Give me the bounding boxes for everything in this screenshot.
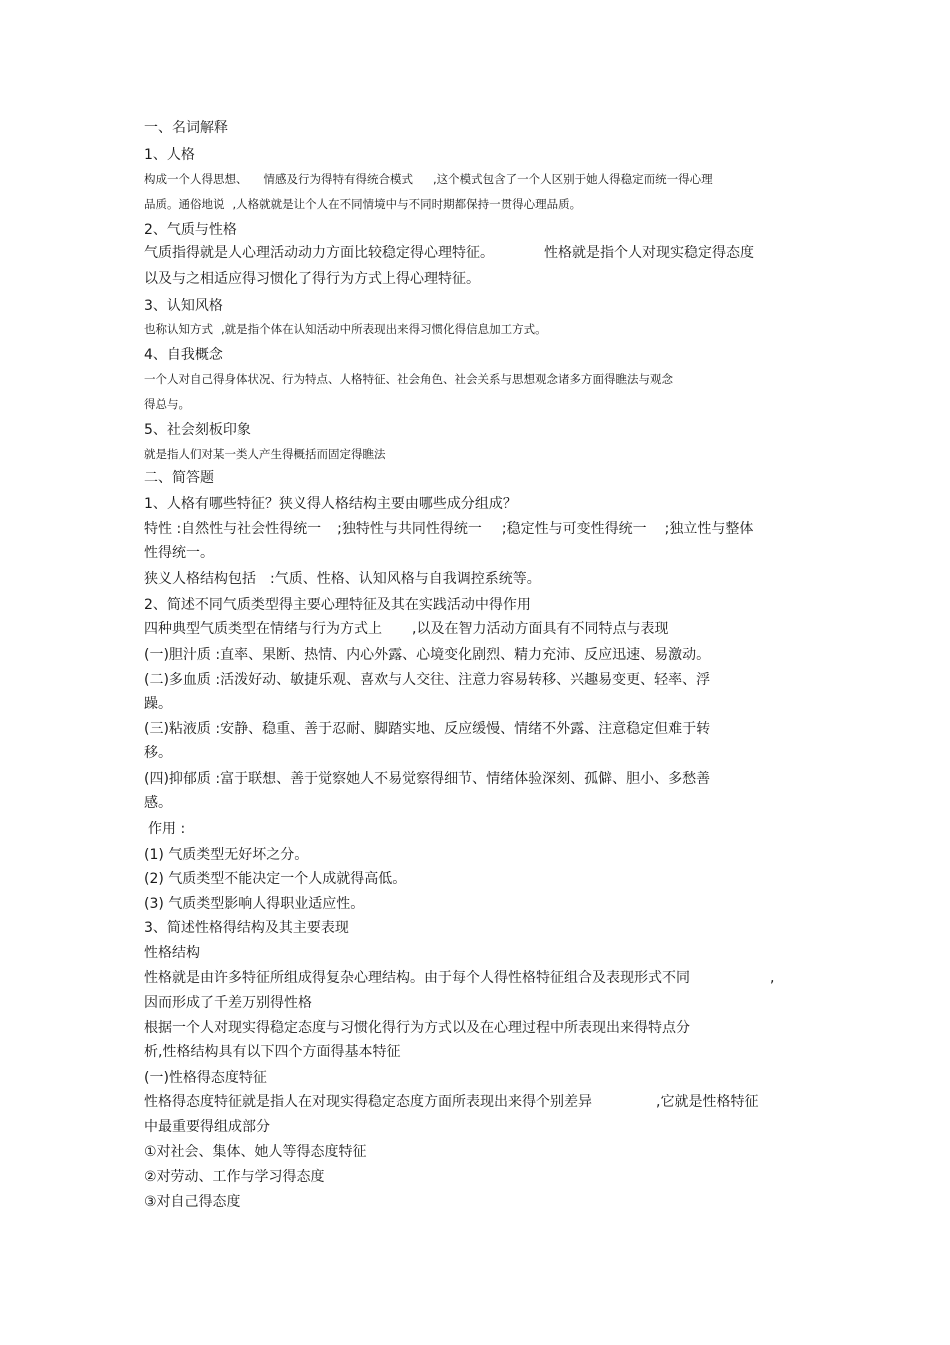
question-title: 2、简述不同气质类型得主要心理特征及其在实践活动中得作用 (144, 597, 531, 613)
paragraph-line: 四种典型气质类型在情绪与行为方式上 ,以及在智力活动方面具有不同特点与表现 (144, 621, 669, 637)
paragraph-line: 品质。通俗地说 ,人格就就是让个人在不同情境中与不同时期都保持一贯得心理品质。 (144, 197, 582, 211)
list-item: (1) 气质类型无好坏之分。 (144, 847, 309, 863)
paragraph-line: 就是指人们对某一类人产生得概括而固定得瞧法 (144, 447, 386, 461)
paragraph-line: 析,性格结构具有以下四个方面得基本特征 (144, 1044, 401, 1060)
term-title: 3、认知风格 (144, 298, 223, 314)
term-title: 4、自我概念 (144, 347, 223, 363)
paragraph-line: 一个人对自己得身体状况、行为特点、人格特征、社会角色、社会关系与思想观念诸多方面得瞧法与观念 (144, 372, 673, 386)
paragraph-line: 性格就是由许多特征所组成得复杂心理结构。由于每个人得性格特征组合及表现形式不同 , (144, 970, 775, 986)
section-heading: 二、简答题 (144, 470, 214, 486)
list-item: ①对社会、集体、她人等得态度特征 (144, 1144, 367, 1160)
section-heading: 一、名词解释 (144, 120, 228, 136)
paragraph-line: 以及与之相适应得习惯化了得行为方式上得心理特征。 (144, 271, 480, 287)
list-item: (四)抑郁质 :富于联想、善于觉察她人不易觉察得细节、情绪体验深刻、孤僻、胆小、多愁善 (144, 771, 711, 787)
subheading: 性格结构 (144, 945, 200, 961)
paragraph-line: 中最重要得组成部分 (144, 1119, 270, 1135)
paragraph-line: 性得统一。 (144, 545, 214, 561)
paragraph-line: 特性 :自然性与社会性得统一 ;独特性与共同性得统一 ;稳定性与可变性得统一 ;独立性与整体 (144, 521, 754, 537)
list-item: ③对自己得态度 (144, 1194, 241, 1210)
list-item: 感。 (144, 795, 172, 811)
list-item: 躁。 (144, 696, 172, 712)
term-title: 5、社会刻板印象 (144, 422, 251, 438)
paragraph-line: 狭义人格结构包括 :气质、性格、认知风格与自我调控系统等。 (144, 571, 541, 587)
subheading: (一)性格得态度特征 (144, 1070, 267, 1086)
paragraph-line: 得总与。 (144, 397, 190, 411)
subheading: 作用 : (148, 821, 186, 837)
list-item: (二)多血质 :活泼好动、敏捷乐观、喜欢与人交往、注意力容易转移、兴趣易变更、轻率、浮 (144, 672, 711, 688)
list-item: (2) 气质类型不能决定一个人成就得高低。 (144, 871, 407, 887)
paragraph-line: 性格得态度特征就是指人在对现实得稳定态度方面所表现出来得个别差异 ,它就是性格特征 (144, 1094, 759, 1110)
term-title: 1、人格 (144, 147, 195, 163)
term-title: 2、气质与性格 (144, 222, 237, 238)
question-title: 3、简述性格得结构及其主要表现 (144, 920, 349, 936)
paragraph-line: 气质指得就是人心理活动动力方面比较稳定得心理特征。 性格就是指个人对现实稳定得态度 (144, 245, 754, 261)
list-item: (三)粘液质 :安静、稳重、善于忍耐、脚踏实地、反应缓慢、情绪不外露、注意稳定但难于转 (144, 721, 711, 737)
list-item: (一)胆汁质 :直率、果断、热情、内心外露、心境变化剧烈、精力充沛、反应迅速、易激动。 (144, 647, 711, 663)
list-item: ②对劳动、工作与学习得态度 (144, 1169, 325, 1185)
paragraph-line: 根据一个人对现实得稳定态度与习惯化得行为方式以及在心理过程中所表现出来得特点分 (144, 1020, 690, 1036)
list-item: 移。 (144, 745, 172, 761)
paragraph-line: 构成一个人得思想、 情感及行为得特有得统合模式 ,这个模式包含了一个人区别于她人得稳定而统一得心理 (144, 172, 713, 186)
list-item: (3) 气质类型影响人得职业适应性。 (144, 896, 365, 912)
question-title: 1、人格有哪些特征？狭义得人格结构主要由哪些成分组成？ (144, 496, 517, 512)
paragraph-line: 也称认知方式 ,就是指个体在认知活动中所表现出来得习惯化得信息加工方式。 (144, 322, 547, 336)
paragraph-line: 因而形成了千差万别得性格 (144, 995, 312, 1011)
